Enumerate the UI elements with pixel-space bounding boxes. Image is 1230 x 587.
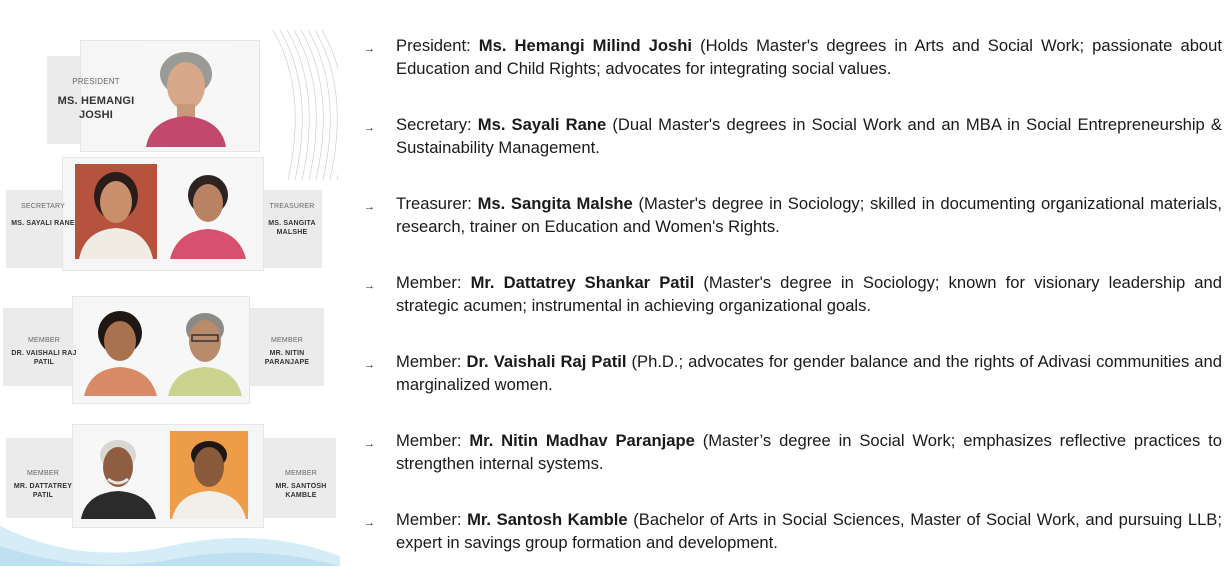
member-name: Mr. Santosh Kamble xyxy=(467,510,628,529)
treasurer-name-label: MS. SANGITA MALSHE xyxy=(268,219,316,236)
member-description: (Holds Master's degrees in Arts and Social Work; passionate about Education and Child Rights; advocates for integrating social values. xyxy=(396,36,1222,78)
nitin-tag xyxy=(248,337,326,367)
team-photo-collage xyxy=(0,0,340,566)
decorative-wave-lines xyxy=(268,30,338,180)
secretary-name-label: MS. SAYALI RANE xyxy=(11,219,75,227)
treasurer-role-label: TREASURER xyxy=(269,203,315,210)
list-item-member-dattatrey xyxy=(364,271,1222,317)
nitin-photo xyxy=(166,303,244,396)
list-item-member-nitin xyxy=(364,429,1222,475)
member-name: Mr. Dattatrey Shankar Patil xyxy=(470,273,695,292)
vaishali-photo xyxy=(82,303,159,396)
member-role: Member: xyxy=(396,431,462,450)
arrow-bullet-icon: → xyxy=(364,280,375,292)
santosh-role-label: MEMBER xyxy=(285,470,317,477)
member-role: Treasurer: xyxy=(396,194,472,213)
arrow-bullet-icon: → xyxy=(364,43,375,55)
member-name: Ms. Sayali Rane xyxy=(477,115,607,134)
member-name: Ms. Sangita Malshe xyxy=(477,194,633,213)
member-role: Member: xyxy=(396,273,462,292)
list-item-president xyxy=(364,34,1222,80)
member-role: Member: xyxy=(396,510,462,529)
member-description: (Dual Master's degrees in Social Work and an MBA in Social Entrepreneurship & Sustainability Management. xyxy=(396,115,1222,157)
treasurer-photo xyxy=(167,167,249,259)
dattatrey-name-label: MR. DATTATREY PATIL xyxy=(13,482,73,499)
nitin-name-label: MR. NITIN PARANJAPE xyxy=(264,349,310,366)
member-role: President: xyxy=(396,36,471,55)
member-name: Mr. Nitin Madhav Paranjape xyxy=(469,431,695,450)
dattatrey-photo xyxy=(80,431,157,519)
member-role: Secretary: xyxy=(396,115,472,134)
arrow-bullet-icon: → xyxy=(364,359,375,371)
secretary-tag xyxy=(8,203,78,229)
santosh-name-label: MR. SANTOSH KAMBLE xyxy=(275,482,327,499)
santosh-tag xyxy=(266,470,336,500)
member-role: Member: xyxy=(396,352,462,371)
member-description: (Master's degree in Sociology; known for visionary leadership and strategic acumen; instrumental in achieving organizational goals. xyxy=(396,273,1222,315)
arrow-bullet-icon: → xyxy=(364,201,375,213)
president-tag xyxy=(52,77,140,123)
secretary-role-label: SECRETARY xyxy=(21,203,65,210)
vaishali-name-label: DR. VAISHALI RAJ PATIL xyxy=(11,349,77,366)
list-item-member-vaishali xyxy=(364,350,1222,396)
president-photo xyxy=(141,44,231,147)
member-name: Ms. Hemangi Milind Joshi xyxy=(478,36,693,55)
president-role-label: PRESIDENT xyxy=(72,77,120,86)
president-name-label: MS. HEMANGI JOSHI xyxy=(57,95,135,121)
santosh-photo xyxy=(170,431,248,519)
dattatrey-tag xyxy=(8,470,78,500)
dattatrey-role-label: MEMBER xyxy=(27,470,59,477)
arrow-bullet-icon: → xyxy=(364,438,375,450)
member-description: (Bachelor of Arts in Social Sciences, Master of Social Work, and pursuing LLB; expert in savings group formation and development. xyxy=(396,510,1222,552)
vaishali-role-label: MEMBER xyxy=(28,337,60,344)
secretary-photo xyxy=(75,164,157,259)
treasurer-tag xyxy=(262,203,322,237)
member-description: (Ph.D.; advocates for gender balance and the rights of Adivasi communities and marginalized women. xyxy=(396,352,1222,394)
committee-members-list xyxy=(364,34,1222,587)
member-description: (Master’s degree in Social Work; emphasizes reflective practices to strengthen internal systems. xyxy=(396,431,1222,473)
list-item-secretary xyxy=(364,113,1222,159)
list-item-member-santosh xyxy=(364,508,1222,554)
member-description: (Master's degree in Sociology; skilled in documenting organizational materials, research, trainer on Education and Women's Rights. xyxy=(396,194,1222,236)
list-item-treasurer xyxy=(364,192,1222,238)
arrow-bullet-icon: → xyxy=(364,122,375,134)
member-name: Dr. Vaishali Raj Patil xyxy=(466,352,627,371)
vaishali-tag xyxy=(5,337,83,367)
arrow-bullet-icon: → xyxy=(364,517,375,529)
nitin-role-label: MEMBER xyxy=(271,337,303,344)
